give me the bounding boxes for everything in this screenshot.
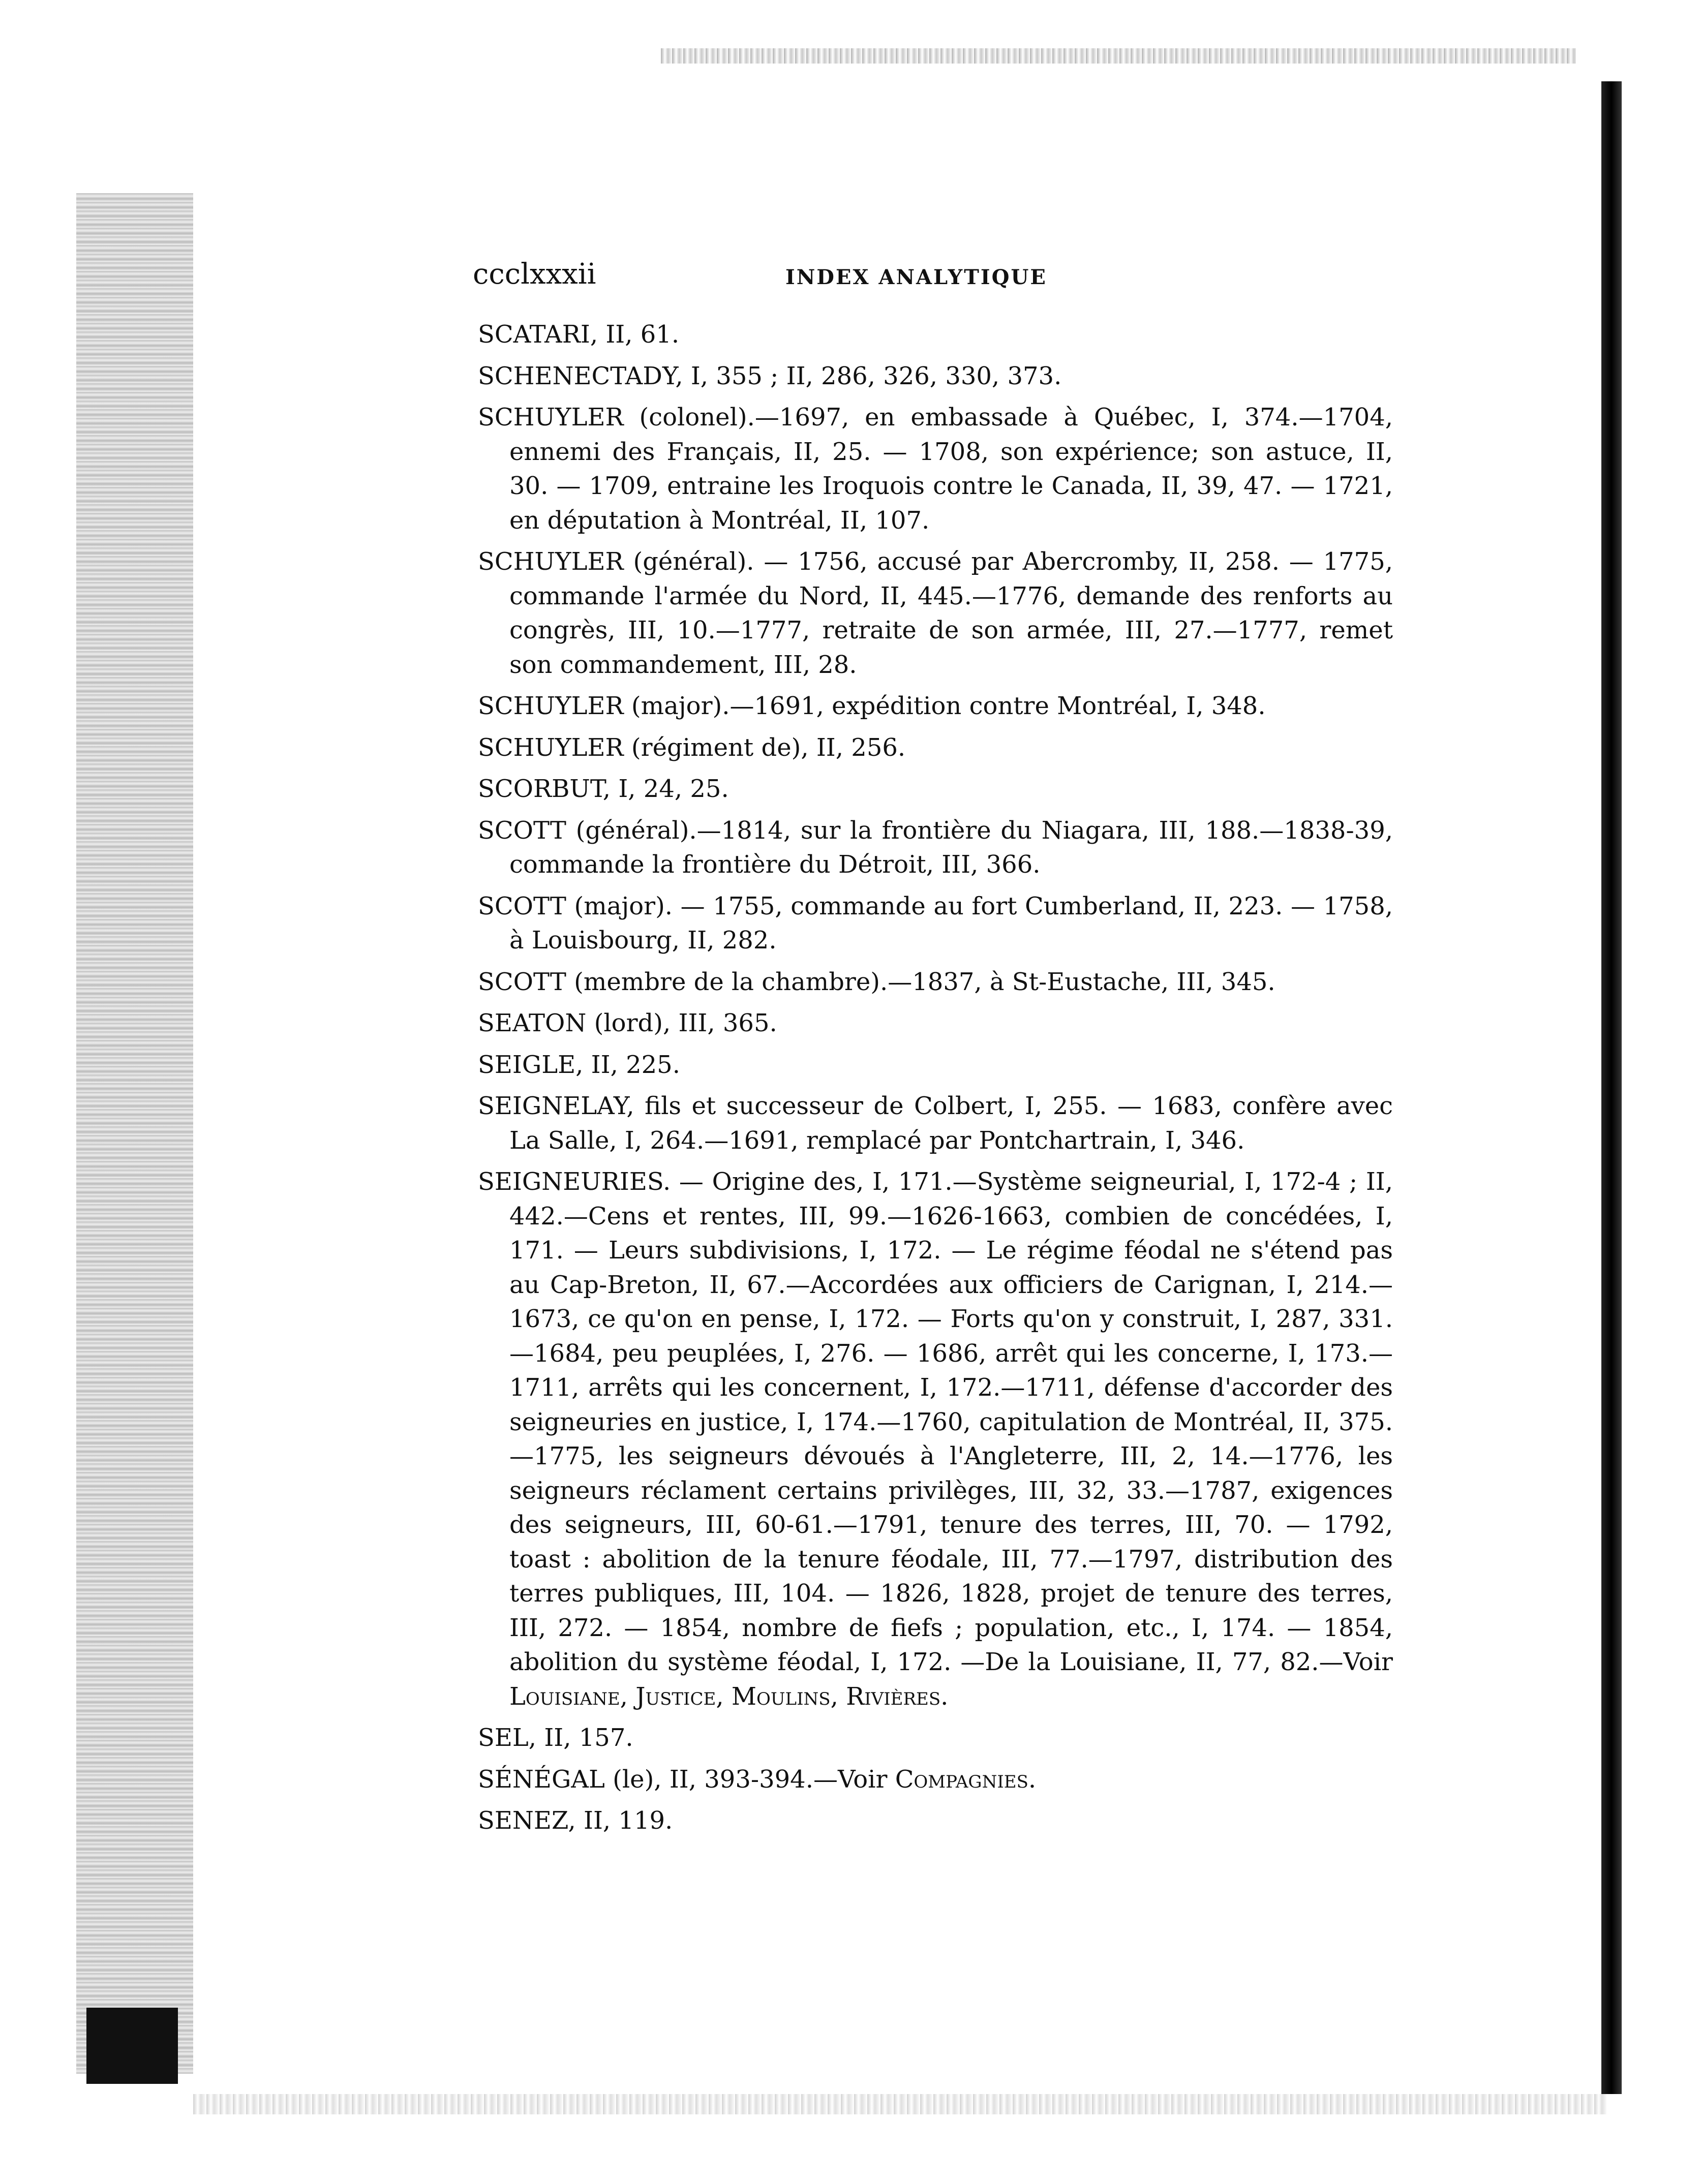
entry-text: , I, 355 ; II, 286, 326, 330, 373. xyxy=(675,361,1062,390)
entry-text: (membre de la chambre).—1837, à St-Eustache, III, 345. xyxy=(566,967,1275,996)
entry-text: , fils et successeur de Colbert, I, 255. — 1683, confère avec La Salle, I, 264.—1691, remplacé par Pontchartrain, I, 346. xyxy=(509,1092,1393,1155)
entry-head: SEATON xyxy=(478,1009,587,1037)
entry-text: (général). — 1756, accusé par Abercromby, II, 258. — 1775, commande l'armée du Nord, II, 445.—1776, demande des renforts au congrès, III, 10.—1777, retraite de son armée, III, 27.—1777, remet son commandement, III, 28. xyxy=(509,547,1393,679)
entry-text: (colonel).—1697, en embassade à Québec, I, 374.—1704, ennemi des Français, II, 25. — 1708, son expérience; son astuce, II, 30. — 1709, entraine les Iroquois contre le Canada, II, 39, 47. — 1721, en députation à Montréal, II, 107. xyxy=(509,403,1393,535)
entry-cross-refs: Louisiane, Justice, Moulins, Rivières. xyxy=(509,1682,949,1711)
entry-text: (général).—1814, sur la frontière du Niagara, III, 188.—1838-39, commande la frontière du Détroit, III, 366. xyxy=(509,816,1393,879)
scan-top-noise xyxy=(661,48,1576,64)
index-entry xyxy=(478,814,1393,882)
page-header xyxy=(473,254,1439,295)
entry-text: , II, 225. xyxy=(575,1050,680,1079)
entry-text: , I, 24, 25. xyxy=(602,775,729,803)
index-entry xyxy=(478,401,1393,538)
running-head: INDEX ANALYTIQUE xyxy=(785,265,1047,289)
entry-text: (major). — 1755, commande au fort Cumberland, II, 223. — 1758, à Louisbourg, II, 282. xyxy=(509,891,1393,955)
entry-text: , II, 119. xyxy=(568,1806,673,1835)
entry-head: SCHENECTADY xyxy=(478,361,676,390)
entry-text: (lord), III, 365. xyxy=(586,1009,777,1037)
entry-text: , II, 61. xyxy=(590,320,680,349)
index-entry xyxy=(478,1006,1393,1041)
entry-head: SCOTT xyxy=(478,891,566,920)
entry-head: SEIGNELAY xyxy=(478,1092,627,1120)
scan-left-corner-shadow xyxy=(86,2008,178,2084)
entry-cross-refs: Compagnies. xyxy=(895,1765,1037,1794)
index-entry xyxy=(478,731,1393,765)
entry-head: SCHUYLER xyxy=(478,692,624,720)
scan-left-edge-shadow xyxy=(76,193,193,2074)
entry-text: (major).—1691, expédition contre Montréal, I, 348. xyxy=(623,692,1266,720)
index-entry xyxy=(478,1089,1393,1158)
entry-head: SCOTT xyxy=(478,816,566,845)
entry-head: SEIGNEURIES xyxy=(478,1167,663,1196)
entry-head: SCHUYLER xyxy=(478,547,624,576)
entry-head: SÉNÉGAL xyxy=(478,1765,605,1794)
entry-head: SCOTT xyxy=(478,967,566,996)
index-entry xyxy=(478,889,1393,958)
index-entry xyxy=(478,359,1393,394)
entry-text: (régiment de), II, 256. xyxy=(623,733,906,762)
index-entry xyxy=(478,1048,1393,1083)
index-entry xyxy=(478,318,1393,352)
entry-head: SEIGLE xyxy=(478,1050,576,1079)
entry-head: SCHUYLER xyxy=(478,733,624,762)
index-entry xyxy=(478,1804,1393,1838)
page-number: ccclxxxii xyxy=(473,258,596,291)
entry-head: SEL xyxy=(478,1724,529,1752)
scan-bottom-noise xyxy=(193,2094,1606,2114)
entry-head: SCHUYLER xyxy=(478,403,624,432)
index-entry xyxy=(478,772,1393,807)
index-entry xyxy=(478,1165,1393,1714)
scan-right-edge-bar xyxy=(1601,81,1622,2094)
index-entry xyxy=(478,545,1393,682)
index-entry xyxy=(478,689,1393,724)
entry-text: (le), II, 393-394.—Voir xyxy=(604,1765,895,1794)
entry-head: SCORBUT xyxy=(478,775,603,803)
index-entry xyxy=(478,1763,1393,1797)
entry-head: SCATARI xyxy=(478,320,590,349)
index-entry xyxy=(478,1721,1393,1756)
index-entry xyxy=(478,965,1393,1000)
index-body xyxy=(478,318,1393,1845)
entry-text: . — Origine des, I, 171.—Système seigneurial, I, 172-4 ; II, 442.—Cens et rentes, III, 99.—1626-1663, combien de concédées, I, 171. — Leurs subdivisions, I, 172. — Le régime féodal ne s'étend pas au Cap-Breton, II, 67.—Accordées aux officiers de Carignan, I, 214.—1673, ce qu'on en pense, I, 172. — Forts qu'on y construit, I, 287, 331.—1684, peu peuplées, I, 276. — 1686, arrêt qui les concerne, I, 173.—1711, arrêts qui les concernent, I, 172.—1711, défense d'accorder des seigneuries en justice, I, 174.—1760, capitulation de Montréal, II, 375.—1775, les seigneurs dévoués à l'Angleterre, III, 2, 14.—1776, les seigneurs réclament certains privilèges, III, 32, 33.—1787, exigences des seigneurs, III, 60-61.—1791, tenure des terres, III, 70. — 1792, toast : abolition de la tenure féodale, III, 77.—1797, distribution des terres publiques, III, 104. — 1826, 1828, projet de tenure des terres, III, 272. — 1854, nombre de fiefs ; population, etc., I, 174. — 1854, abolition du système féodal, I, 172. —De la Louisiane, II, 77, 82.—Voir xyxy=(509,1167,1393,1676)
entry-head: SENEZ xyxy=(478,1806,568,1835)
entry-text: , II, 157. xyxy=(528,1724,633,1752)
